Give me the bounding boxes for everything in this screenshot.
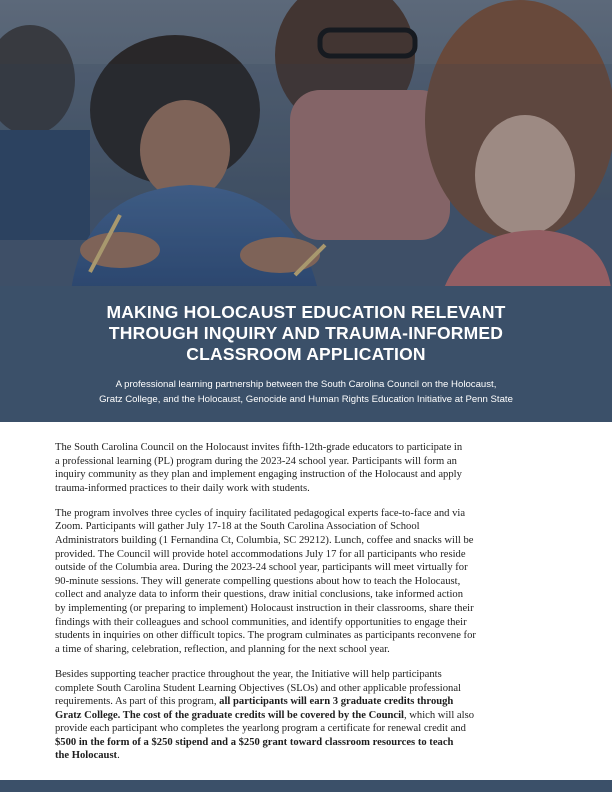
text-line: outside of the Columbia area. During the 2023-24 school year, participants will meet virtually for (55, 562, 468, 574)
intro-paragraph (55, 441, 567, 495)
text-line: The South Carolina Council on the Holocaust invites fifth-12th-grade educators to participate in (55, 442, 463, 453)
text-run: requirements. As part of this program, (55, 696, 220, 708)
text-line: students in inquiries on other difficult topics. The program culminates as participants reconvene for (55, 630, 476, 642)
text-line (55, 736, 567, 750)
text-line: a time of sharing, celebration, reflection, and planning for the next school year. (55, 643, 390, 655)
program-paragraph (55, 507, 567, 657)
text-line: Zoom. Participants will gather July 17-18 at the South Carolina Association of School (55, 521, 420, 533)
page-title (20, 302, 592, 365)
text-line: collect and analyze data to inform their questions, draw initial conclusions, take informed action (55, 589, 464, 601)
bold-text-run: all participants will earn 3 graduate credits through (219, 696, 454, 708)
bold-text-run: $500 in the form of a $250 stipend and a $250 grant toward classroom resources to teach (55, 736, 454, 748)
text-line: provided. The Council will provide hotel accommodations July 17 for all participants who reside (55, 548, 466, 560)
text-line: by implementing (or preparing to implement) Holocaust instruction in their classrooms, share their (55, 603, 474, 615)
footer-bar (0, 780, 612, 792)
text-line: provide each participant who completes the yearlong program a certificate for renewal credit and (55, 723, 466, 735)
text-line (55, 709, 567, 723)
text-line (55, 695, 567, 709)
title-line: THROUGH INQUIRY AND TRAUMA-INFORMED (108, 323, 504, 343)
text-line: The program involves three cycles of inquiry facilitated pedagogical experts face-to-face and via (55, 507, 466, 519)
body-text (55, 441, 567, 775)
text-run: , which will also (403, 709, 474, 721)
title-line: CLASSROOM APPLICATION (186, 344, 426, 364)
text-run: . (117, 750, 120, 762)
hero-photo (0, 0, 612, 286)
text-line: complete South Carolina Student Learning Objectives (SLOs) and other applicable professional (55, 682, 461, 694)
subtitle-line: A professional learning partnership between the South Carolina Council on the Holocaust, (115, 379, 497, 390)
text-line: trauma-informed practices to their daily work with students. (55, 482, 310, 494)
text-line: findings with their colleagues and school communities, and identify opportunities to engage their (55, 616, 467, 628)
bold-text-run: Gratz College. The cost of the graduate credits will be covered by the Council (55, 709, 404, 721)
credits-paragraph (55, 668, 567, 763)
page-subtitle (20, 377, 592, 407)
bold-text-run: the Holocaust (55, 750, 118, 762)
text-line: 90-minute sessions. They will generate compelling questions about how to teach the Holocaust, (55, 575, 461, 587)
text-line: Besides supporting teacher practice throughout the year, the Initiative will help participants (55, 668, 442, 680)
text-line: inquiry community as they plan and implement engaging instruction of the Holocaust and apply (55, 469, 462, 481)
title-line: MAKING HOLOCAUST EDUCATION RELEVANT (106, 302, 506, 322)
text-line: a professional learning (PL) program during the 2023-24 school year. Participants will form an (55, 455, 457, 467)
subtitle-line: Gratz College, and the Holocaust, Genocide and Human Rights Education Initiative at Penn State (99, 394, 513, 405)
text-line (55, 749, 567, 763)
text-line: Administrators building (1 Fernandina Ct, Columbia, SC 29212). Lunch, coffee and snacks will be (55, 535, 474, 547)
